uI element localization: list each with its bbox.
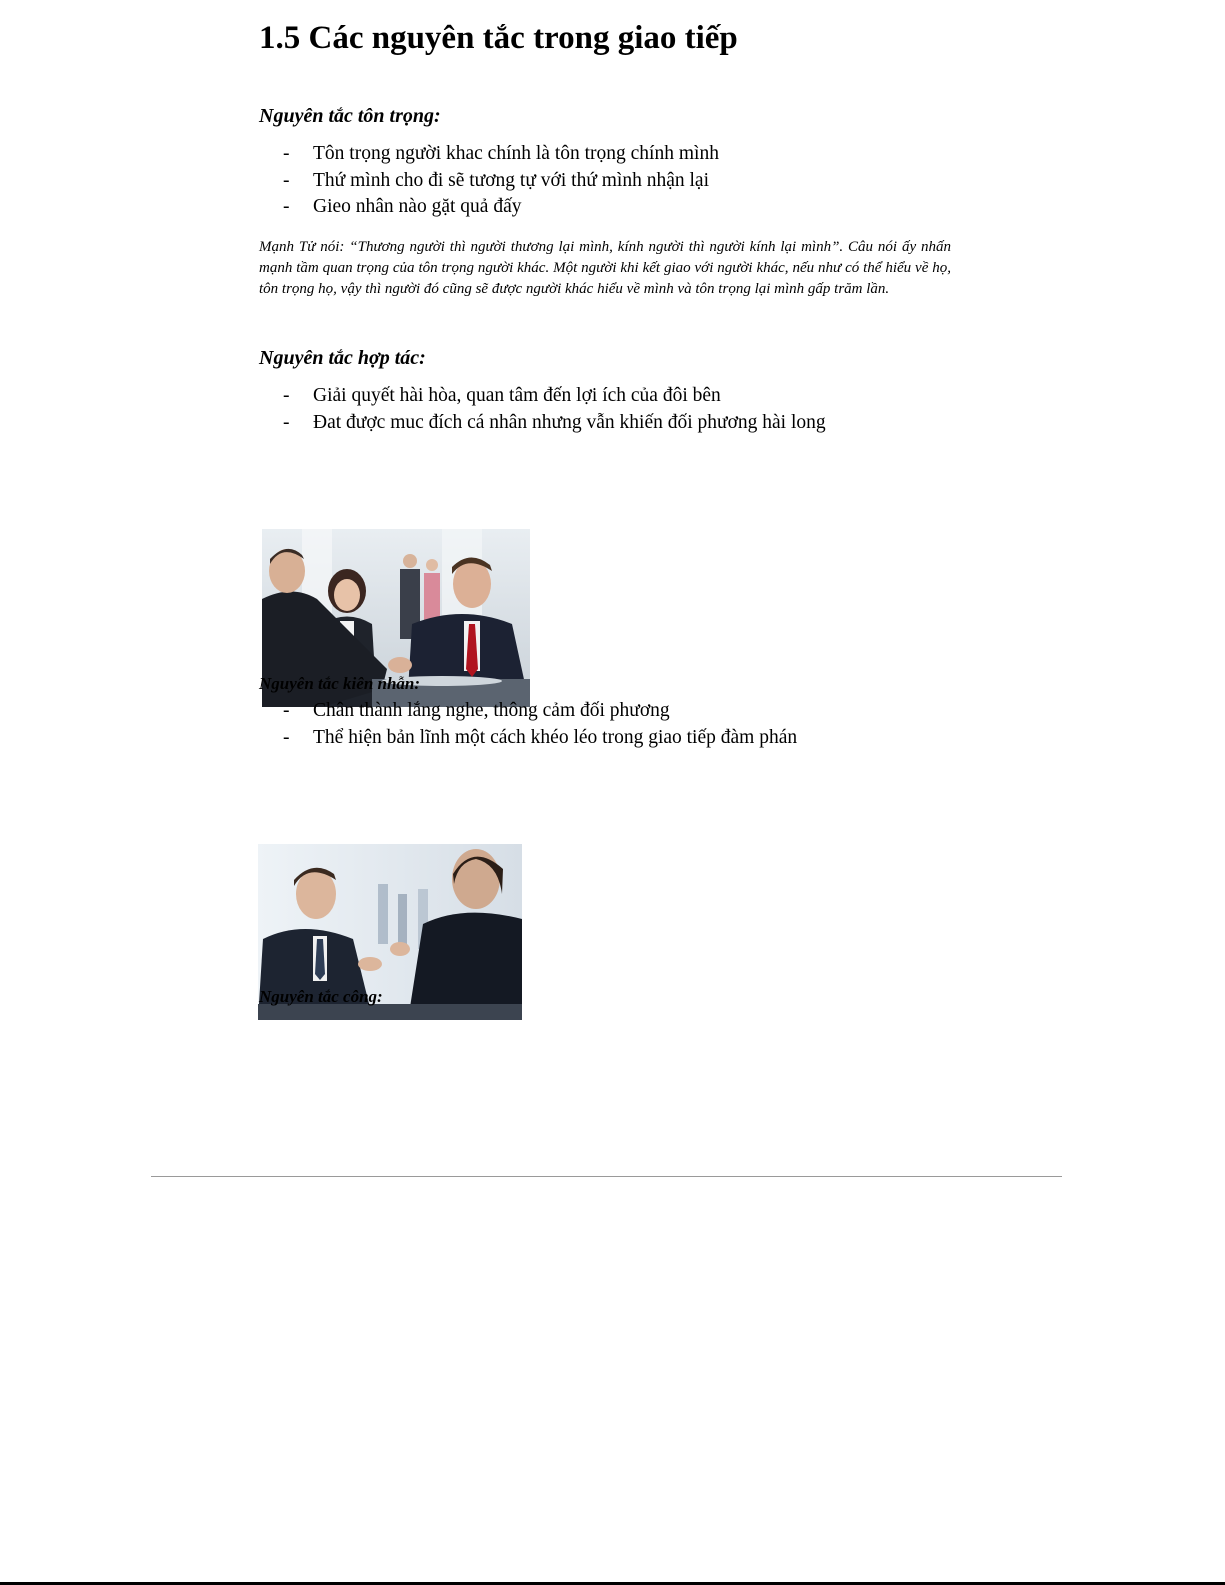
list-item-text: Giải quyết hài hòa, quan tâm đến lợi ích của đôi bên bbox=[313, 385, 721, 406]
list-item bbox=[283, 141, 719, 168]
patience-list bbox=[283, 698, 797, 751]
cooperation-list bbox=[283, 383, 826, 436]
dash-marker: - bbox=[283, 169, 290, 191]
respect-heading: Nguyên tắc tôn trọng: bbox=[259, 105, 441, 127]
list-item-text: Thể hiện bản lĩnh một cách khéo léo trong giao tiếp đàm phán bbox=[313, 726, 798, 748]
dash-marker: - bbox=[283, 143, 290, 164]
dash-marker: - bbox=[283, 726, 290, 748]
cooperation-heading: Nguyên tắc hợp tác: bbox=[259, 347, 426, 369]
dash-marker: - bbox=[283, 411, 290, 433]
list-item bbox=[283, 410, 826, 437]
patience-heading: Nguyên tắc kiên nhẫn: bbox=[259, 674, 421, 693]
list-item-text: Gieo nhân nào gặt quả đấy bbox=[313, 196, 522, 217]
list-item bbox=[283, 168, 719, 195]
list-item bbox=[283, 725, 797, 752]
list-item-text: Chân thành lắng nghe, thông cảm đối phương bbox=[313, 700, 670, 721]
page-title: 1.5 Các nguyên tắc trong giao tiếp bbox=[259, 20, 738, 56]
dash-marker: - bbox=[283, 385, 290, 406]
list-item bbox=[283, 698, 797, 725]
list-item bbox=[283, 383, 826, 410]
respect-list bbox=[283, 141, 719, 221]
fourth-principle-heading: Nguyên tắc công: bbox=[259, 987, 383, 1006]
page-divider bbox=[151, 1176, 1062, 1177]
list-item-text: Thứ mình cho đi sẽ tương tự với thứ mình nhận lại bbox=[313, 169, 709, 191]
dash-marker: - bbox=[283, 196, 290, 217]
mencius-quote: Mạnh Tử nói: “Thương người thì người thương lại mình, kính người thì người kính lại mình”. Câu nói ấy nhấn mạnh tầm quan trọng của tôn trọng người khác. Một người khi kết giao với người khác, nếu như có thể hiểu về họ, tôn trọng họ, vậy thì người đó cũng sẽ được người khác hiểu về mình và tôn trọng lại mình gấp trăm lần. bbox=[259, 239, 951, 297]
dash-marker: - bbox=[283, 700, 290, 721]
list-item-text: Đat được muc đích cá nhân nhưng vẫn khiến đối phương hài long bbox=[313, 411, 826, 433]
list-item bbox=[283, 194, 719, 221]
list-item-text: Tôn trọng người khac chính là tôn trọng chính mình bbox=[313, 143, 719, 164]
